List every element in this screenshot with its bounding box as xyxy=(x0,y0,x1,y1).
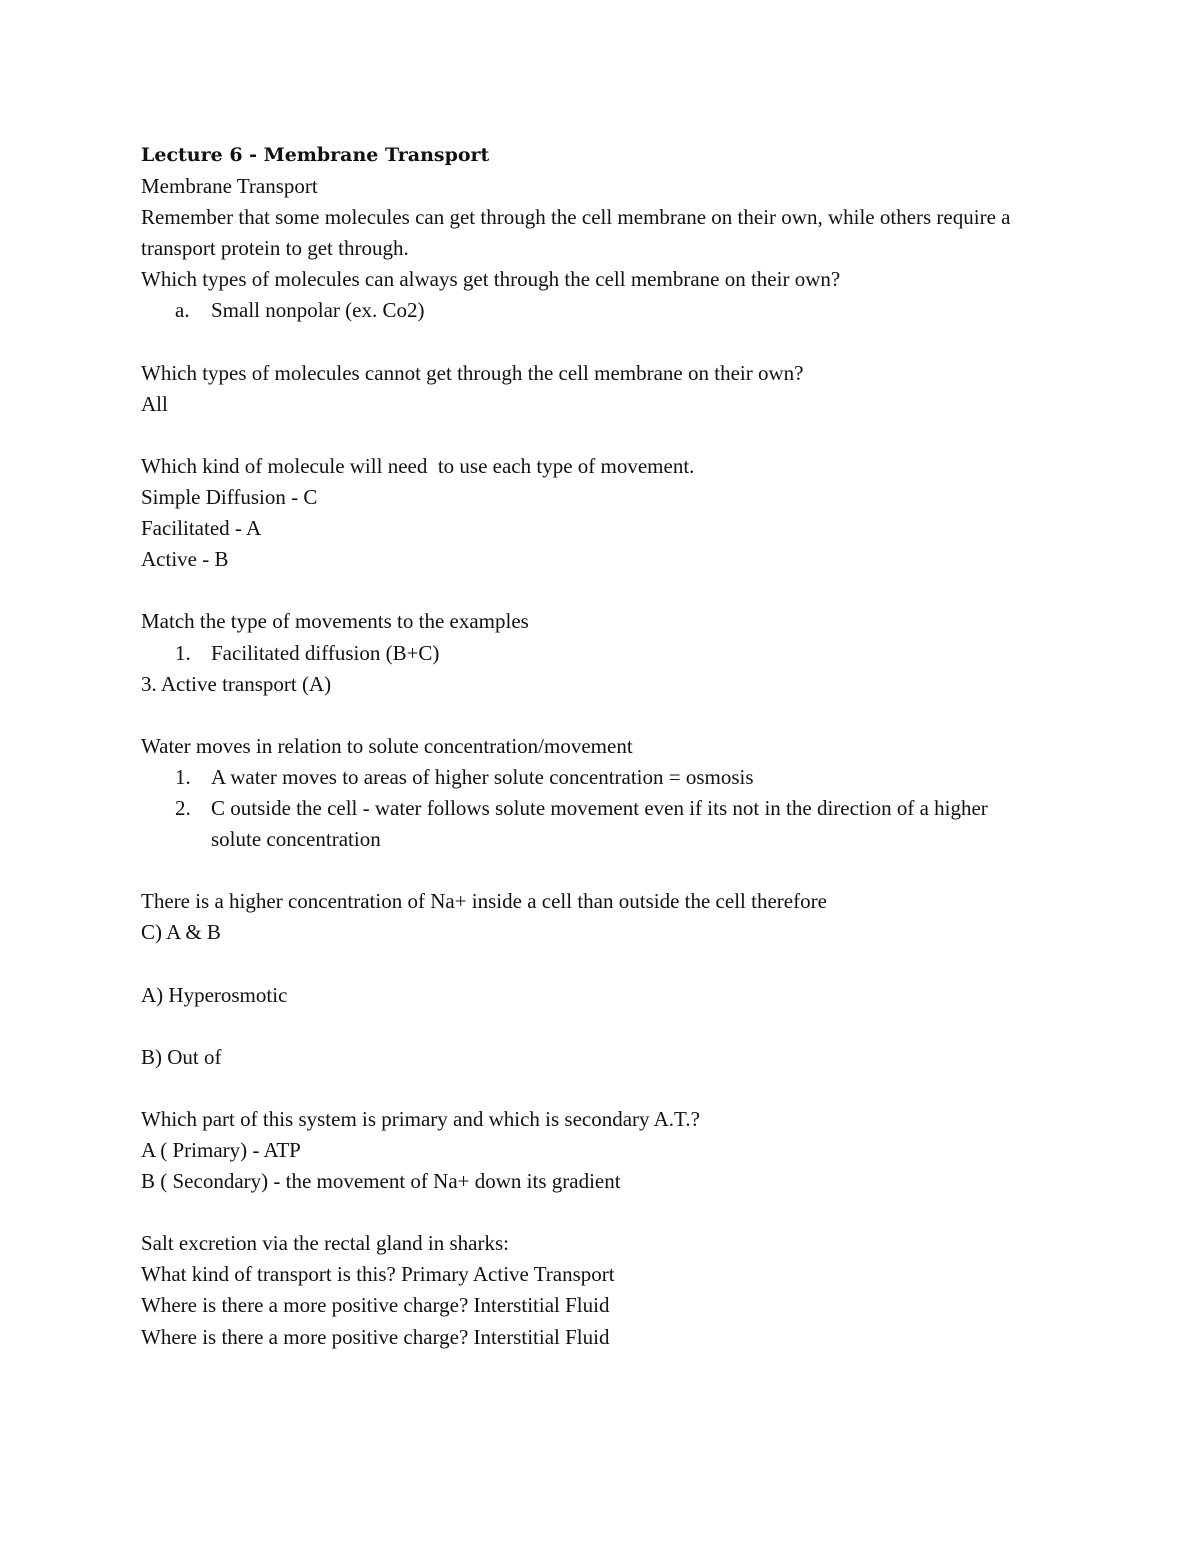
intro-paragraph: Remember that some molecules can get through the cell membrane on their own, while others require a transport protein to get through. xyxy=(141,205,1011,261)
section-heading: Membrane Transport xyxy=(141,174,318,199)
list-marker: 2. xyxy=(175,795,191,820)
section-heading-salt-excretion: Salt excretion via the rectal gland in sharks: xyxy=(141,1231,509,1256)
answer-line: 3. Active transport (A) xyxy=(141,671,332,696)
document-body xyxy=(141,140,1041,1353)
list-item-text: C outside the cell - water follows solute movement even if its not in the direction of a higher solute concentration xyxy=(211,795,988,852)
answer-line: What kind of transport is this? Primary Active Transport xyxy=(141,1262,615,1287)
list-item-text: Small nonpolar (ex. Co2) xyxy=(211,298,425,323)
answer-line: Facilitated - A xyxy=(141,516,262,541)
spacer xyxy=(141,855,1041,886)
list-marker: 1. xyxy=(175,764,191,789)
list-item-text: Facilitated diffusion (B+C) xyxy=(211,640,440,665)
answer-line: Where is there a more positive charge? Interstitial Fluid xyxy=(141,1324,610,1349)
answer-line: Active - B xyxy=(141,547,229,572)
list-marker: 1. xyxy=(175,640,191,665)
spacer xyxy=(141,575,1041,606)
answer-line: B ( Secondary) - the movement of Na+ down its gradient xyxy=(141,1169,621,1194)
list-item xyxy=(141,295,1041,326)
answer-text: B) Out of xyxy=(141,1044,222,1069)
list-item xyxy=(141,793,1041,855)
question-cannot-pass: Which types of molecules cannot get through the cell membrane on their own? xyxy=(141,360,804,385)
list-marker: a. xyxy=(175,298,190,323)
document-title: Lecture 6 - Membrane Transport xyxy=(141,144,490,166)
spacer xyxy=(141,948,1041,979)
spacer xyxy=(141,1197,1041,1228)
answer-text: All xyxy=(141,391,168,416)
answer-text: A) Hyperosmotic xyxy=(141,982,288,1007)
spacer xyxy=(141,1011,1041,1042)
answer-text: C) A & B xyxy=(141,920,221,945)
answer-line: A ( Primary) - ATP xyxy=(141,1138,301,1162)
question-always-pass: Which types of molecules can always get through the cell membrane on their own? xyxy=(141,267,841,292)
answer-line: Where is there a more positive charge? Interstitial Fluid xyxy=(141,1293,610,1318)
question-match-movements: Match the type of movements to the examples xyxy=(141,609,529,634)
question-primary-secondary: Which part of this system is primary and which is secondary A.T.? xyxy=(141,1106,700,1131)
question-sodium-concentration: There is a higher concentration of Na+ inside a cell than outside the cell therefore xyxy=(141,889,827,914)
spacer xyxy=(141,327,1041,358)
spacer xyxy=(141,700,1041,731)
answer-line: Simple Diffusion - C xyxy=(141,485,318,510)
list-item xyxy=(141,762,1041,793)
spacer xyxy=(141,1073,1041,1104)
list-item-text: A water moves to areas of higher solute concentration = osmosis xyxy=(211,764,754,789)
question-movement-type: Which kind of molecule will need to use each type of movement. xyxy=(141,453,695,478)
spacer xyxy=(141,420,1041,451)
list-item xyxy=(141,638,1041,669)
question-water-movement: Water moves in relation to solute concentration/movement xyxy=(141,733,633,758)
